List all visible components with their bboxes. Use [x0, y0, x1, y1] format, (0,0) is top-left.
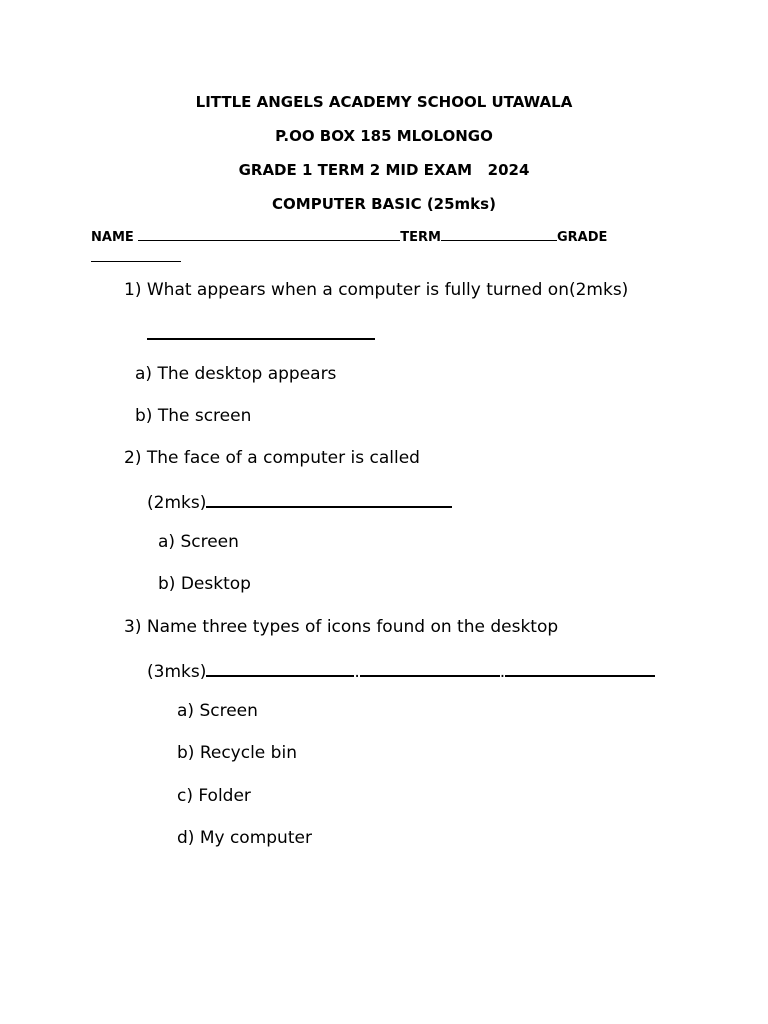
option-item: b) Desktop — [158, 574, 251, 594]
marks-row — [147, 490, 452, 513]
question-text: What appears when a computer is fully turned on(2mks) — [146, 280, 629, 300]
answer-line[interactable] — [147, 338, 375, 340]
option-item: b) Recycle bin — [177, 743, 297, 763]
question-number: 2) — [124, 448, 142, 468]
term-blank[interactable] — [441, 228, 557, 241]
answer-line[interactable] — [505, 659, 655, 677]
question-text: The face of a computer is called — [146, 448, 420, 468]
grade-blank[interactable] — [91, 261, 181, 262]
question-3 — [124, 617, 558, 637]
question-number: 1) — [124, 280, 142, 300]
option-item: c) Folder — [177, 786, 251, 806]
name-label: NAME — [91, 230, 134, 245]
option-item: b) The screen — [135, 406, 252, 426]
question-2 — [124, 448, 420, 468]
marks-label: (2mks) — [147, 493, 207, 513]
question-number: 3) — [124, 617, 142, 637]
exam-title: GRADE 1 TERM 2 MID EXAM 2024 — [238, 161, 530, 179]
name-blank[interactable] — [138, 228, 400, 241]
question-1 — [124, 280, 628, 300]
subject-title: COMPUTER BASIC (25mks) — [272, 195, 496, 213]
option-item: a) Screen — [177, 701, 258, 721]
option-item: d) My computer — [177, 828, 312, 848]
answer-line[interactable] — [206, 490, 452, 508]
school-name: LITTLE ANGELS ACADEMY SCHOOL UTAWALA — [195, 93, 573, 111]
answer-line[interactable] — [360, 659, 500, 677]
term-label: TERM — [400, 230, 441, 245]
grade-label: GRADE — [557, 230, 608, 245]
marks-row: (3mks) . . — [147, 659, 655, 682]
marks-label: (3mks) — [147, 662, 207, 682]
option-item: a) Screen — [158, 532, 239, 552]
question-text: Name three types of icons found on the desktop — [146, 617, 559, 637]
option-item: a) The desktop appears — [135, 364, 337, 384]
answer-line[interactable] — [206, 659, 354, 677]
student-info-row — [91, 228, 731, 246]
school-address: P.OO BOX 185 MLOLONGO — [275, 127, 493, 145]
